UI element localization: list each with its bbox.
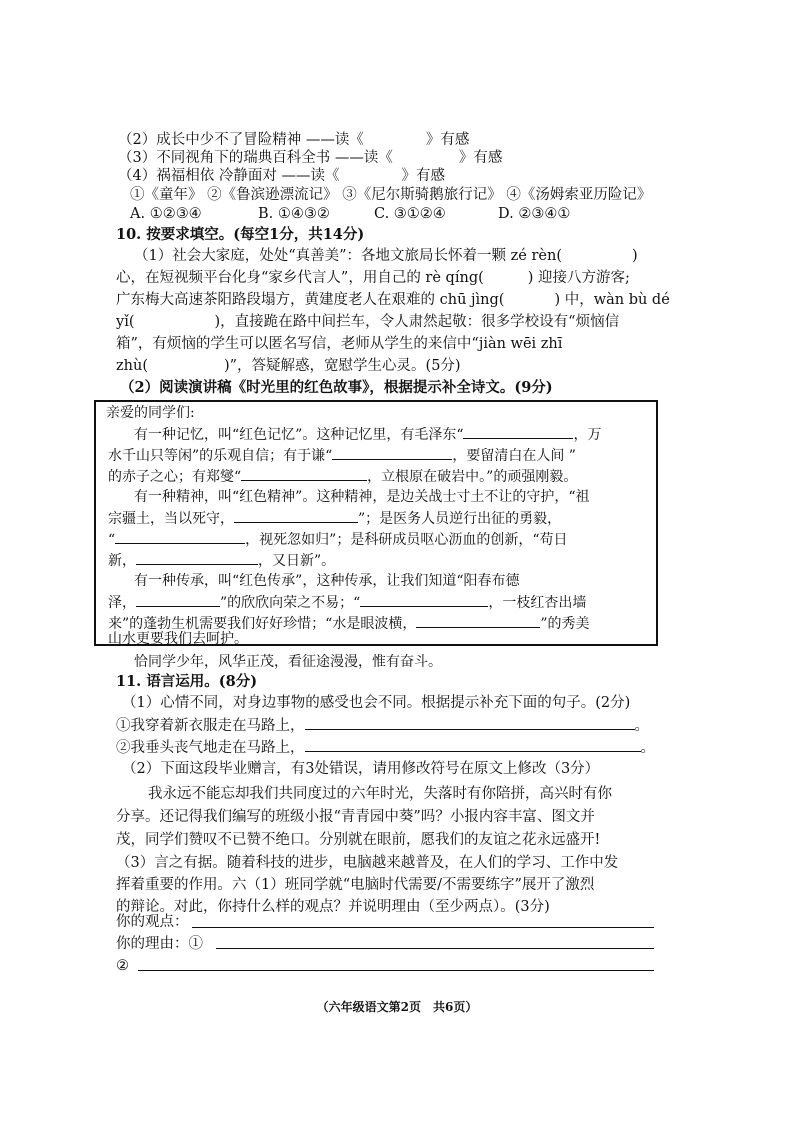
q11-s1: （1）心情不同，对身边事物的感受也会不同。根据提示补充下面的句子。(2分) (122, 695, 631, 711)
q9-item-4: （4）祸福相依 冷静面对 ——读《 》有感 (118, 168, 445, 184)
q11-s1b: ②我垂头丧气地走在马路上， 。 (116, 737, 655, 758)
q11-title: 11. 语言运用。(8分) (116, 673, 258, 690)
page-footer: （六年级语文第2页 共6页） (316, 1000, 478, 1014)
speech-c2: 泽， ”的欣欣向荣之不易；“ ，一枝红杏出墙 (108, 592, 586, 613)
q10-p1-line1: （1）社会大家庭，处处“真善美”：各地文旅局长怀着一颗 zé rèn( ) (134, 248, 638, 264)
speech-b1: 有一种精神，叫“红色精神”。这种精神，是边关战士寸土不让的守护，“祖 (134, 489, 590, 505)
q11-s3c: 的辩论。对此，你持什么样的观点？并说明理由（至少两点）。(3分) (116, 899, 550, 915)
option-d: D. ②③④① (498, 206, 571, 222)
q10-p1-line3: 广东梅大高速茶阳路段塌方，黄建度老人在艰难的 chū jìng( ) 中，wàn bù dé (116, 292, 670, 308)
q11-s2a: 我永远不能忘却我们共同度过的六年时光，失落时有你陪拼，高兴时有你 (148, 786, 612, 802)
speech-b2: 宗疆土，当以死守， ”；是医务人员逆行出征的勇毅， (108, 508, 561, 529)
speech-greeting: 亲爱的同学们: (106, 405, 195, 421)
q11-s2: （2）下面这段毕业赠言，有3处错误，请用修改符号在原文上修改（3分） (122, 761, 600, 777)
speech-c3: 来”的蓬勃生机需要我们好好珍惜；“水是眼波横， ”的秀美 (108, 613, 590, 634)
speech-b4: 新， ，又日新”。 (108, 550, 335, 571)
view-answer-line[interactable] (192, 927, 654, 928)
view-label: 你的观点： (116, 914, 189, 930)
q10-p1-line5: 箱”，有烦恼的学生可以匿名写信，老师从学生的来信中“jiàn wēi zhī (116, 336, 563, 352)
reason-2-answer-line[interactable] (138, 970, 654, 971)
speech-a2: 水千山只等闲”的乐观自信；有于谦“ ，要留清白在人间 ” (108, 445, 576, 466)
q11-s3a: （3）言之有据。随着科技的进步，电脑越来越普及，在人们的学习、工作中发 (116, 855, 619, 871)
q11-s2c: 茂，同学们赞叹不已赞不绝口。分别就在眼前，愿我们的友谊之花永远盛开! (116, 832, 601, 848)
q10-p1-line4: yǐ( )，直接跪在路中间拦车，令人肃然起敬：很多学校设有“烦恼信 (116, 314, 620, 330)
q10-p2-title: （2）阅读演讲稿《时光里的红色故事》，根据提示补全诗文。(9分) (120, 379, 553, 396)
reason-2-label: ② (116, 958, 129, 974)
option-b: B. ①④③② (258, 206, 330, 222)
q11-s1a: ①我穿着新衣服走在马路上， 。 (116, 715, 649, 736)
speech-a1: 有一种记忆，叫“红色记忆”。这种记忆里，有毛泽东“ ，万 (134, 424, 601, 445)
q9-book-list: ①《童年》 ②《鲁滨逊漂流记》 ③《尼尔斯骑鹅旅行记》 ④《汤姆索亚历险记》 (130, 187, 652, 203)
q11-s3b: 挥着重要的作用。六（1）班同学就“电脑时代需要/不需要练字”展开了激烈 (116, 877, 595, 893)
q10-p1-line6: zhù( )”，答疑解惑，宽慰学生心灵。(5分) (116, 358, 461, 374)
q9-item-3: （3）不同视角下的瑞典百科全书 ——读《 》有感 (118, 150, 503, 166)
speech-b3: “ ，视死忽如归”；是科研成员呕心沥血的创新，“苟日 (108, 529, 568, 550)
speech-a3: 的赤子之心；有郑燮“ ，立根原在破岩中。”的顽强刚毅。 (108, 466, 577, 487)
speech-c4: 山水更要我们去呵护。 (108, 631, 248, 647)
speech-c1: 有一种传承，叫“红色传承”，这种传承，让我们知道“阳春布德 (134, 573, 520, 589)
option-a: A. ①②③④ (130, 206, 202, 222)
reason-label: 你的理由：① (116, 936, 203, 952)
option-c: C. ③①②④ (374, 206, 446, 222)
reason-1-answer-line[interactable] (216, 948, 654, 949)
q9-options (130, 204, 570, 224)
speech-d1: 恰同学少年，风华正茂，看征途漫漫，惟有奋斗。 (134, 654, 442, 670)
q10-p1-line2: 心，在短视频平台化身“家乡代言人”，用自己的 rè qíng( ) 迎接八方游客; (116, 270, 630, 286)
q11-s2b: 分享。还记得我们编写的班级小报“青青园中葵”吗？小报内容丰富、图文并 (116, 809, 595, 825)
q9-item-2: （2）成长中少不了冒险精神 ——读《 》有感 (118, 132, 470, 148)
q10-title: 10. 按要求填空。(每空1分，共14分) (116, 226, 365, 243)
